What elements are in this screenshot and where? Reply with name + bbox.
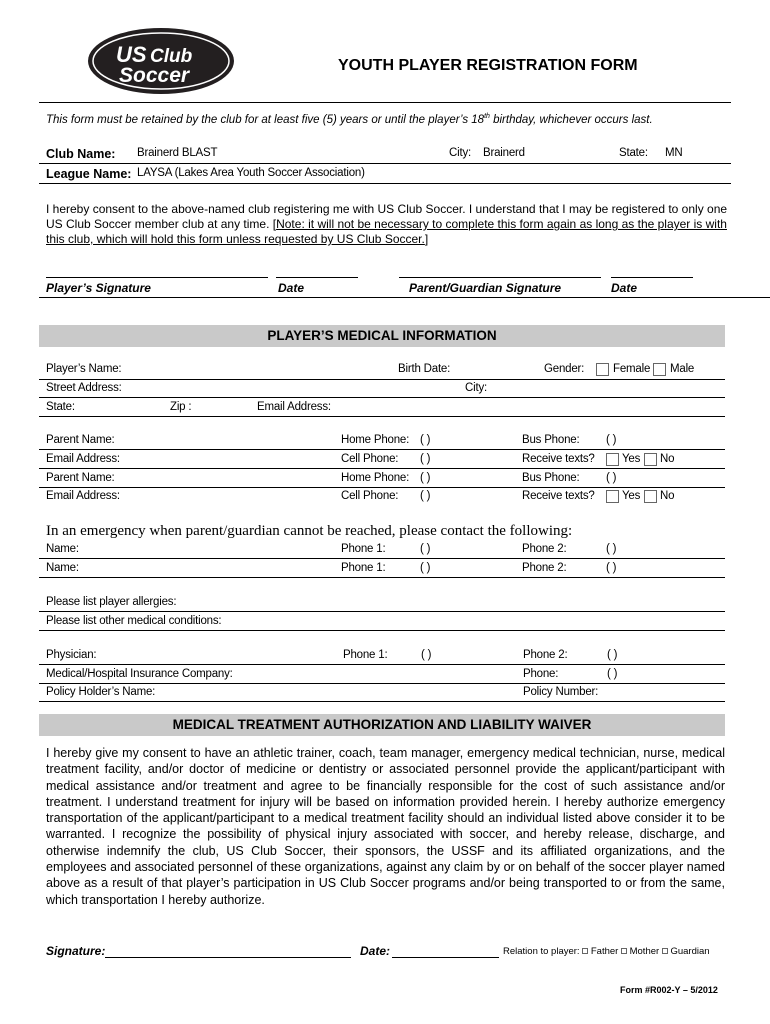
emergency1-phone1-label: Phone 1: [341, 543, 386, 555]
form-number: Form #R002-Y – 5/2012 [620, 985, 718, 995]
row-line [39, 701, 725, 702]
header-divider [39, 102, 731, 103]
consent-paragraph: I hereby consent to the above-named club registering me with US Club Soccer. I understand that I may be registered to only one US Club Soccer member club at any time. [Note: it will not be necessary to complete this form again as long as the player is with this club, which will hold this form unless requested by US Club Soccer.] [46, 202, 728, 246]
club-city-value[interactable]: Brainerd [483, 147, 525, 159]
logo-soccer: Soccer [119, 64, 190, 87]
paren: ( ) [606, 562, 617, 574]
parent1-cell-phone-label: Cell Phone: [341, 453, 399, 465]
row-line [39, 611, 725, 612]
club-city-label: City: [449, 147, 472, 159]
paren: ( ) [420, 472, 431, 484]
paren: ( ) [420, 562, 431, 574]
club-state-label: State: [619, 147, 648, 159]
relation-to-player: Relation to player: Father Mother Guardian [503, 946, 710, 957]
paren: ( ) [606, 434, 617, 446]
row-line [39, 630, 725, 631]
date2-line[interactable] [611, 277, 693, 278]
paren: ( ) [421, 649, 432, 661]
row-line [39, 487, 725, 488]
paren: ( ) [420, 434, 431, 446]
waiver-paragraph: I hereby give my consent to have an athletic trainer, coach, team manager, emergency medical technician, nurse, medical treatment facility, and/or doctor of medicine or dentistry or associated personnel provide the applicant/participant with medical assistance and/or treatment and agree to be financially responsible for the cost of such assistance and/or treatment. I understand treatment for injury will be based on information provided herein. I hereby authorize emergency transportation of the applicant/participant to a medical treatment facility should an individual listed above consider it to be warranted. I recognize the possibility of physical injury associated with soccer, and hereby release, discharge, and otherwise indemnify the club, US Club Soccer, their sponsors, the USSF and its affiliated organizations, and the employees and associated personnel of these organizations, against any claim by or on behalf of the soccer player named above as a result of that player’s participation in US Club Soccer programs and/or being transported to or from the same, which transportation I hereby authorize. [46, 746, 725, 907]
emergency-heading: In an emergency when parent/guardian cannot be reached, please contact the following: [46, 523, 573, 539]
emergency1-name-label: Name: [46, 543, 79, 555]
yes-label: Yes [622, 490, 641, 502]
parent1-email-label: Email Address: [46, 453, 120, 465]
gender-label: Gender: [544, 363, 585, 375]
parent2-name-label: Parent Name: [46, 472, 115, 484]
bottom-signature-label: Signature: [46, 944, 106, 958]
physician-phone2-label: Phone 2: [523, 649, 568, 661]
club-name-value[interactable]: Brainerd BLAST [137, 147, 218, 159]
male-checkbox[interactable] [653, 362, 666, 376]
retention-note: This form must be retained by the club for at least five (5) years or until the player’s 18th birthday, whichever occurs last. [46, 113, 653, 126]
emergency2-phone2-label: Phone 2: [522, 562, 567, 574]
row-line [39, 558, 725, 559]
date1-label: Date [278, 281, 305, 295]
row-line [39, 379, 725, 380]
us-club-soccer-logo [86, 26, 236, 96]
paren: ( ) [420, 490, 431, 502]
bottom-signature-line[interactable] [105, 957, 351, 958]
logo-us: US [116, 42, 147, 67]
parent-signature-label: Parent/Guardian Signature [409, 281, 562, 295]
players-name-label: Player’s Name: [46, 363, 122, 375]
paren: ( ) [420, 543, 431, 555]
parent1-texts-yes-checkbox[interactable] [606, 452, 619, 466]
parent2-email-label: Email Address: [46, 490, 120, 502]
parent2-bus-phone-label: Bus Phone: [522, 472, 580, 484]
physician-phone1-label: Phone 1: [343, 649, 388, 661]
waiver-heading: MEDICAL TREATMENT AUTHORIZATION AND LIABILITY WAIVER [39, 714, 725, 736]
league-name-label: League Name: [46, 167, 132, 181]
player-signature-label: Player’s Signature [46, 281, 151, 295]
father-checkbox[interactable] [582, 948, 588, 954]
league-name-value[interactable]: LAYSA (Lakes Area Youth Soccer Association) [137, 167, 365, 179]
male-label: Male [670, 363, 695, 375]
parent1-bus-phone-label: Bus Phone: [522, 434, 580, 446]
parent1-texts-label: Receive texts? [522, 453, 595, 465]
row-line [39, 416, 725, 417]
paren: ( ) [606, 543, 617, 555]
bottom-date-label: Date: [360, 944, 391, 958]
player-signature-line[interactable] [46, 277, 268, 278]
club-row-line [39, 163, 731, 164]
no-label: No [660, 453, 675, 465]
birth-date-label: Birth Date: [398, 363, 451, 375]
row-line [39, 683, 725, 684]
allergies-label: Please list player allergies: [46, 596, 177, 608]
row-line [39, 577, 725, 578]
logo-club: Club [150, 46, 193, 67]
club-state-value[interactable]: MN [665, 147, 683, 159]
paren: ( ) [420, 453, 431, 465]
guardian-checkbox[interactable] [662, 948, 668, 954]
female-checkbox[interactable] [596, 362, 609, 376]
bottom-date-line[interactable] [392, 957, 499, 958]
policy-number-label: Policy Number: [523, 686, 599, 698]
parent2-home-phone-label: Home Phone: [341, 472, 410, 484]
parent2-texts-yes-checkbox[interactable] [606, 489, 619, 503]
physician-label: Physician: [46, 649, 97, 661]
form-title: YOUTH PLAYER REGISTRATION FORM [338, 57, 638, 74]
state-label: State: [46, 401, 75, 413]
parent-signature-line[interactable] [399, 277, 601, 278]
street-address-label: Street Address: [46, 382, 122, 394]
insurance-phone-label: Phone: [523, 668, 559, 680]
emergency2-name-label: Name: [46, 562, 79, 574]
paren: ( ) [606, 472, 617, 484]
parent2-texts-label: Receive texts? [522, 490, 595, 502]
parent1-texts-no-checkbox[interactable] [644, 452, 657, 466]
signature-row-line [39, 297, 770, 298]
club-name-label: Club Name: [46, 147, 116, 161]
emergency2-phone1-label: Phone 1: [341, 562, 386, 574]
email-label: Email Address: [257, 401, 331, 413]
paren: ( ) [607, 649, 618, 661]
paren: ( ) [607, 668, 618, 680]
no-label: No [660, 490, 675, 502]
row-line [39, 449, 725, 450]
parent2-texts-no-checkbox[interactable] [644, 489, 657, 503]
row-line [39, 664, 725, 665]
conditions-label: Please list other medical conditions: [46, 615, 222, 627]
zip-label: Zip : [170, 401, 192, 413]
row-line [39, 468, 725, 469]
parent2-cell-phone-label: Cell Phone: [341, 490, 399, 502]
emergency1-phone2-label: Phone 2: [522, 543, 567, 555]
insurance-label: Medical/Hospital Insurance Company: [46, 668, 233, 680]
female-label: Female [613, 363, 651, 375]
medical-info-heading: PLAYER’S MEDICAL INFORMATION [39, 325, 725, 347]
yes-label: Yes [622, 453, 641, 465]
date1-line[interactable] [276, 277, 358, 278]
league-row-line [39, 183, 731, 184]
parent1-name-label: Parent Name: [46, 434, 115, 446]
date2-label: Date [611, 281, 638, 295]
policy-holder-label: Policy Holder’s Name: [46, 686, 156, 698]
parent1-home-phone-label: Home Phone: [341, 434, 410, 446]
mother-checkbox[interactable] [621, 948, 627, 954]
city-label: City: [465, 382, 488, 394]
row-line [39, 397, 725, 398]
